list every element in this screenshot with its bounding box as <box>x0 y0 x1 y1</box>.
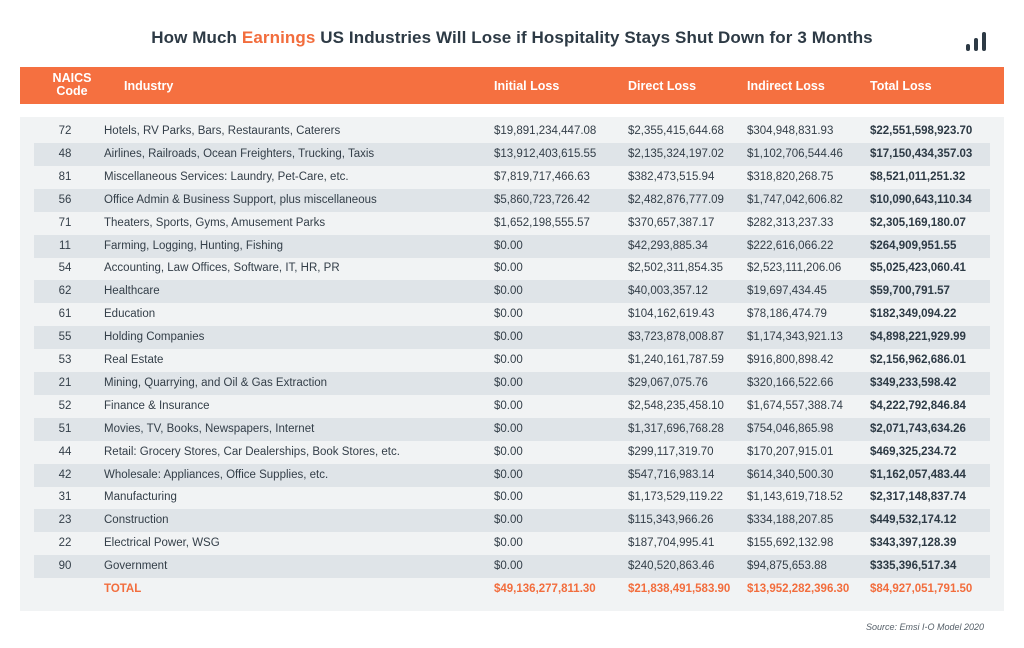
naics-code-cell: 55 <box>58 331 72 344</box>
industry-cell: Miscellaneous Services: Laundry, Pet-Care, etc. <box>104 170 349 183</box>
initial-loss-cell: $0.00 <box>494 331 523 344</box>
direct-loss-cell: $2,502,311,854.35 <box>628 262 724 275</box>
initial-loss-cell: $19,891,234,447.08 <box>494 125 597 137</box>
indirect-loss-cell: $318,820,268.75 <box>747 170 834 183</box>
total-direct-loss: $21,838,491,583.90 <box>628 583 731 595</box>
naics-code-cell: 71 <box>58 216 72 229</box>
initial-loss-cell: $0.00 <box>494 399 523 412</box>
indirect-loss-cell: $94,875,653.88 <box>747 560 827 573</box>
direct-loss-cell: $42,293,885.34 <box>628 239 708 252</box>
total-loss-cell: $264,909,951.55 <box>870 239 957 252</box>
initial-loss-cell: $0.00 <box>494 422 523 435</box>
total-loss-cell: $2,317,148,837.74 <box>870 491 966 504</box>
table-row <box>34 303 990 326</box>
table-row <box>34 257 990 280</box>
initial-loss-cell: $0.00 <box>494 285 523 298</box>
naics-code-cell: 44 <box>58 445 72 458</box>
total-loss-cell: $469,325,234.72 <box>870 445 957 458</box>
table-row <box>34 486 990 509</box>
naics-code-cell: 21 <box>58 376 72 389</box>
indirect-loss-cell: $170,207,915.01 <box>747 445 834 458</box>
total-loss-cell: $1,162,057,483.44 <box>870 468 966 481</box>
direct-loss-cell: $2,548,235,458.10 <box>628 399 724 412</box>
table-row <box>34 555 990 578</box>
industry-cell: Manufacturing <box>104 491 177 504</box>
table-row <box>34 441 990 464</box>
header-direct-loss: Direct Loss <box>628 79 697 93</box>
initial-loss-cell: $0.00 <box>494 376 523 389</box>
total-loss-cell: $2,305,169,180.07 <box>870 216 966 229</box>
naics-code-cell: 42 <box>58 468 72 481</box>
initial-loss-cell: $0.00 <box>494 354 523 366</box>
naics-code-cell: 52 <box>58 399 72 412</box>
naics-code-cell: 23 <box>58 514 72 527</box>
source-note: Source: Emsi I-O Model 2020 <box>865 622 984 632</box>
header-indirect-loss: Indirect Loss <box>747 79 825 93</box>
bar-chart-logo-icon <box>964 29 994 51</box>
total-loss-cell: $335,396,517.34 <box>870 560 957 573</box>
indirect-loss-cell: $1,747,042,606.82 <box>747 193 843 206</box>
table-row <box>34 509 990 532</box>
industry-cell: Movies, TV, Books, Newspapers, Internet <box>104 422 315 435</box>
total-loss-cell: $4,898,221,929.99 <box>870 331 966 344</box>
direct-loss-cell: $547,716,983.14 <box>628 468 715 481</box>
industry-cell: Real Estate <box>104 354 164 366</box>
naics-code-cell: 51 <box>58 422 72 435</box>
indirect-loss-cell: $19,697,434.45 <box>747 285 827 298</box>
industry-cell: Mining, Quarrying, and Oil & Gas Extraction <box>104 376 328 389</box>
initial-loss-cell: $0.00 <box>494 491 523 504</box>
indirect-loss-cell: $282,313,237.33 <box>747 216 834 229</box>
direct-loss-cell: $1,173,529,119.22 <box>628 491 724 504</box>
total-indirect-loss: $13,952,282,396.30 <box>747 583 850 595</box>
initial-loss-cell: $0.00 <box>494 560 523 573</box>
indirect-loss-cell: $2,523,111,206.06 <box>747 262 842 275</box>
table-row <box>34 143 990 166</box>
table-row <box>34 280 990 303</box>
initial-loss-cell: $0.00 <box>494 468 523 481</box>
industry-cell: Accounting, Law Offices, Software, IT, HR, PR <box>104 262 340 275</box>
industry-cell: Healthcare <box>104 285 160 298</box>
direct-loss-cell: $240,520,863.46 <box>628 560 715 573</box>
grand-total-loss: $84,927,051,791.50 <box>870 583 973 595</box>
header-initial-loss: Initial Loss <box>494 79 560 93</box>
naics-code-cell: 54 <box>58 262 72 275</box>
direct-loss-cell: $40,003,357.12 <box>628 285 708 298</box>
total-loss-cell: $182,349,094.22 <box>870 308 957 321</box>
industry-cell: Wholesale: Appliances, Office Supplies, etc. <box>104 468 329 481</box>
total-loss-cell: $8,521,011,251.32 <box>870 170 966 183</box>
direct-loss-cell: $1,317,696,768.28 <box>628 422 724 435</box>
indirect-loss-cell: $1,143,619,718.52 <box>747 491 843 504</box>
table-row <box>34 212 990 235</box>
total-row <box>34 578 990 601</box>
industry-cell: Airlines, Railroads, Ocean Freighters, Trucking, Taxis <box>104 147 375 160</box>
total-loss-cell: $2,156,962,686.01 <box>870 354 966 366</box>
industry-cell: Theaters, Sports, Gyms, Amusement Parks <box>104 216 326 229</box>
table-row <box>34 120 990 143</box>
industry-cell: Electrical Power, WSG <box>104 537 220 550</box>
direct-loss-cell: $29,067,075.76 <box>628 376 708 389</box>
naics-code-cell: 22 <box>58 537 72 550</box>
direct-loss-cell: $104,162,619.43 <box>628 308 715 321</box>
naics-code-cell: 62 <box>58 285 72 298</box>
direct-loss-cell: $382,473,515.94 <box>628 170 715 183</box>
table-row <box>34 395 990 418</box>
table-row <box>34 189 990 212</box>
indirect-loss-cell: $1,674,557,388.74 <box>747 399 843 412</box>
direct-loss-cell: $2,355,415,644.68 <box>628 125 724 137</box>
industry-cell: Education <box>104 308 156 321</box>
naics-code-cell: 72 <box>58 125 72 137</box>
initial-loss-cell: $0.00 <box>494 537 523 550</box>
industry-cell: Farming, Logging, Hunting, Fishing <box>104 239 283 252</box>
initial-loss-cell: $0.00 <box>494 445 523 458</box>
header-naics-code: NAICS Code <box>52 71 92 98</box>
industry-cell: Retail: Grocery Stores, Car Dealerships, Book Stores, etc. <box>104 445 400 458</box>
industry-cell: Construction <box>104 514 169 527</box>
indirect-loss-cell: $754,046,865.98 <box>747 422 834 435</box>
table-row <box>34 418 990 441</box>
total-loss-cell: $59,700,791.57 <box>870 285 950 298</box>
indirect-loss-cell: $155,692,132.98 <box>747 537 834 550</box>
industry-cell: Government <box>104 560 168 573</box>
table-row <box>34 532 990 555</box>
naics-code-cell: 81 <box>58 170 72 183</box>
indirect-loss-cell: $614,340,500.30 <box>747 468 834 481</box>
industry-cell: Office Admin & Business Support, plus miscellaneous <box>104 193 377 206</box>
naics-code-cell: 31 <box>58 491 72 504</box>
total-loss-cell: $17,150,434,357.03 <box>870 147 973 160</box>
total-loss-cell: $2,071,743,634.26 <box>870 422 966 435</box>
table-row <box>34 372 990 395</box>
direct-loss-cell: $299,117,319.70 <box>628 445 714 458</box>
industry-cell: Hotels, RV Parks, Bars, Restaurants, Caterers <box>104 125 341 137</box>
initial-loss-cell: $0.00 <box>494 262 523 275</box>
initial-loss-cell: $0.00 <box>494 308 523 321</box>
industry-cell: Finance & Insurance <box>104 399 210 412</box>
direct-loss-cell: $115,343,966.26 <box>628 514 714 527</box>
total-loss-cell: $10,090,643,110.34 <box>870 193 972 206</box>
direct-loss-cell: $3,723,878,008.87 <box>628 331 724 344</box>
naics-code-cell: 56 <box>58 193 72 206</box>
total-loss-cell: $4,222,792,846.84 <box>870 399 966 412</box>
total-loss-cell: $343,397,128.39 <box>870 537 957 550</box>
total-loss-cell: $449,532,174.12 <box>870 514 957 527</box>
total-loss-cell: $22,551,598,923.70 <box>870 125 973 137</box>
initial-loss-cell: $7,819,717,466.63 <box>494 170 590 183</box>
total-loss-cell: $5,025,423,060.41 <box>870 262 966 275</box>
table-row <box>34 235 990 258</box>
indirect-loss-cell: $1,102,706,544.46 <box>747 147 843 160</box>
indirect-loss-cell: $1,174,343,921.13 <box>747 331 843 344</box>
table-body <box>20 117 1004 611</box>
direct-loss-cell: $370,657,387.17 <box>628 216 715 229</box>
indirect-loss-cell: $222,616,066.22 <box>747 239 834 252</box>
naics-code-cell: 53 <box>58 354 72 366</box>
initial-loss-cell: $0.00 <box>494 514 523 527</box>
initial-loss-cell: $5,860,723,726.42 <box>494 193 590 206</box>
page-title <box>0 28 1024 48</box>
initial-loss-cell: $0.00 <box>494 239 523 252</box>
naics-code-cell: 90 <box>58 560 72 573</box>
total-initial-loss: $49,136,277,811.30 <box>494 583 596 595</box>
table-row <box>34 349 990 372</box>
total-label: TOTAL <box>104 583 142 595</box>
naics-code-cell: 11 <box>59 239 71 252</box>
title-prefix: How Much <box>151 28 242 47</box>
table-row <box>34 464 990 487</box>
indirect-loss-cell: $320,166,522.66 <box>747 376 834 389</box>
header-total-loss: Total Loss <box>870 79 932 93</box>
indirect-loss-cell: $78,186,474.79 <box>747 308 827 321</box>
indirect-loss-cell: $334,188,207.85 <box>747 514 834 527</box>
naics-code-cell: 61 <box>58 308 72 321</box>
title-suffix: US Industries Will Lose if Hospitality Stays Shut Down for 3 Months <box>315 28 873 47</box>
indirect-loss-cell: $304,948,831.93 <box>747 125 834 137</box>
title-accent: Earnings <box>241 28 316 47</box>
direct-loss-cell: $2,135,324,197.02 <box>628 147 724 160</box>
indirect-loss-cell: $916,800,898.42 <box>747 354 834 366</box>
direct-loss-cell: $187,704,995.41 <box>628 537 715 550</box>
direct-loss-cell: $2,482,876,777.09 <box>628 193 724 206</box>
total-loss-cell: $349,233,598.42 <box>870 376 957 389</box>
table-row <box>34 166 990 189</box>
industry-cell: Holding Companies <box>104 331 205 344</box>
naics-code-cell: 48 <box>58 147 72 160</box>
header-industry: Industry <box>124 79 174 93</box>
initial-loss-cell: $1,652,198,555.57 <box>494 216 590 229</box>
table-header <box>20 67 1004 104</box>
direct-loss-cell: $1,240,161,787.59 <box>628 354 724 366</box>
initial-loss-cell: $13,912,403,615.55 <box>494 147 597 160</box>
table-row <box>34 326 990 349</box>
